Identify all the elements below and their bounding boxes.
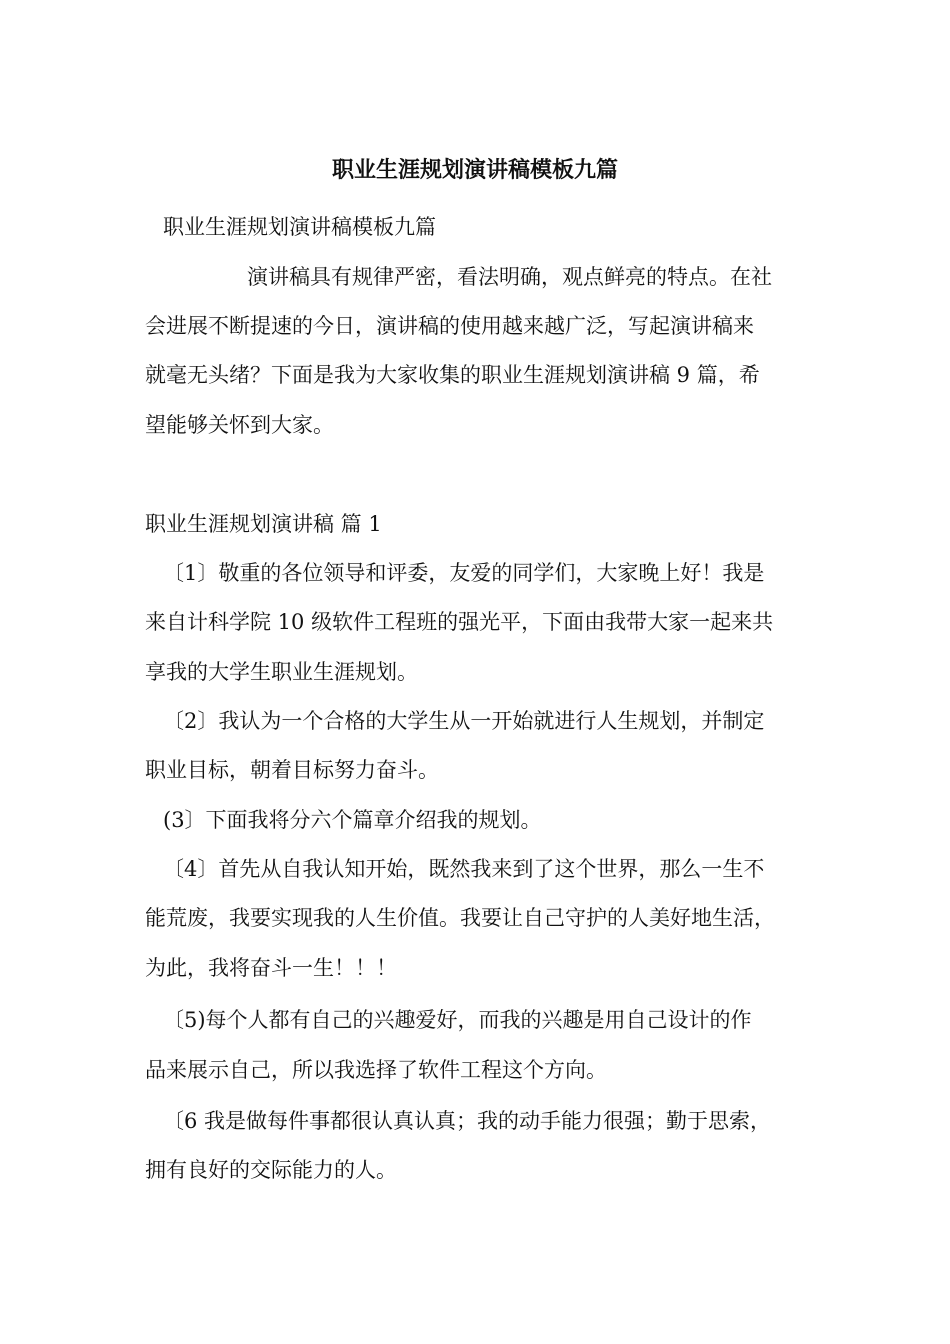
document-subtitle: 职业生涯规划演讲稿模板九篇 <box>163 215 436 239</box>
paragraph-line: 职业目标，朝着目标努力奋斗。 <box>145 758 439 782</box>
paragraph-line: 〔5)每个人都有自己的兴趣爱好，而我的兴趣是用自己设计的作 <box>163 1008 752 1032</box>
paragraph-line: 〔2〕我认为一个合格的大学生从一开始就进行人生规划，并制定 <box>163 709 765 733</box>
paragraph-line: 〔6 我是做每件事都很认真认真；我的动手能力很强；勤于思索， <box>163 1109 772 1133</box>
intro-line: 就毫无头绪？下面是我为大家收集的职业生涯规划演讲稿 9 篇，希 <box>145 363 760 387</box>
paragraph-line: 〔1〕敬重的各位领导和评委，友爱的同学们，大家晚上好！我是 <box>163 561 765 585</box>
paragraph-line: 能荒废，我要实现我的人生价值。我要让自己守护的人美好地生活， <box>145 906 775 930</box>
paragraph-line: 来自计科学院 10 级软件工程班的强光平，下面由我带大家一起来共 <box>145 610 774 634</box>
paragraph-line: 享我的大学生职业生涯规划。 <box>145 660 418 684</box>
paragraph-line: 品来展示自己，所以我选择了软件工程这个方向。 <box>145 1058 607 1082</box>
paragraph-line: 拥有良好的交际能力的人。 <box>145 1158 397 1182</box>
document-title: 职业生涯规划演讲稿模板九篇 <box>331 158 618 183</box>
intro-line: 会进展不断提速的今日，演讲稿的使用越来越广泛，写起演讲稿来 <box>145 314 754 338</box>
paragraph-line: 为此，我将奋斗一生！！！ <box>145 956 397 980</box>
intro-line: 演讲稿具有规律严密，看法明确，观点鲜亮的特点。在社 <box>247 265 772 289</box>
intro-line: 望能够关怀到大家。 <box>145 413 334 437</box>
paragraph-line: 〔4〕首先从自我认知开始，既然我来到了这个世界，那么一生不 <box>163 857 765 881</box>
paragraph-line: (3〕下面我将分六个篇章介绍我的规划。 <box>163 808 542 832</box>
section-heading: 职业生涯规划演讲稿 篇 1 <box>145 512 382 536</box>
